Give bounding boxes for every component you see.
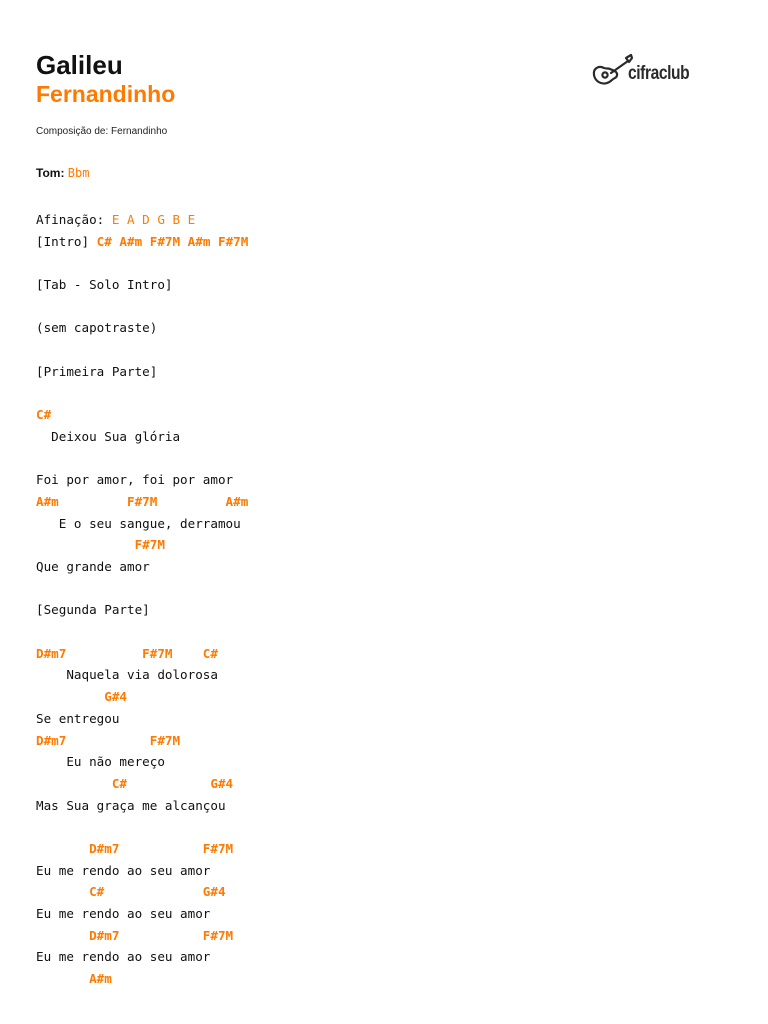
lyric-text: Eu me rendo ao seu amor [36, 906, 211, 921]
song-key [36, 166, 89, 180]
logo-text: cifraclub [628, 63, 690, 84]
chord-text[interactable]: A#m F#7M A#m [36, 493, 249, 509]
chord-line [36, 730, 248, 752]
lyric-line [36, 209, 248, 231]
lyric-line [36, 556, 248, 578]
lyric-text: [Segunda Parte] [36, 602, 150, 618]
lyric-line [36, 599, 248, 621]
chord-text[interactable]: C# A#m F#7M A#m F#7M [96, 233, 249, 249]
chord-line [36, 686, 248, 708]
lyric-line [36, 469, 248, 491]
lyric-line [36, 317, 248, 339]
song-title: Galileu [36, 50, 123, 80]
lyric-text: Mas Sua graça me alcançou [36, 797, 226, 813]
chord-text[interactable]: F#7M [36, 537, 165, 553]
blank-line [36, 383, 248, 405]
lyric-line [36, 860, 248, 882]
lyric-line [36, 361, 248, 383]
lyric-line [36, 903, 248, 925]
chord-text[interactable]: C# [36, 407, 52, 423]
chord-text[interactable]: C# G#4 [36, 775, 234, 791]
lyric-line [36, 664, 248, 686]
chord-line [36, 643, 248, 665]
lyric-line [36, 708, 248, 730]
lyric-text: [Primeira Parte] [36, 363, 158, 379]
tuning-value[interactable]: E A D G B E [111, 212, 196, 227]
chord-text[interactable]: C# G#4 [36, 884, 226, 900]
blank-line [36, 448, 248, 470]
lyric-text: [Intro] [36, 233, 97, 249]
key-label: Tom: [36, 166, 65, 180]
lyric-line [36, 426, 248, 448]
chord-line [36, 773, 248, 795]
blank-line [36, 816, 248, 838]
chord-line [36, 968, 248, 990]
lyric-line [36, 795, 248, 817]
artist-name[interactable]: Fernandinho [36, 81, 176, 107]
chord-line [36, 534, 248, 556]
blank-line [36, 578, 248, 600]
chord-line [36, 925, 248, 947]
blank-line [36, 296, 248, 318]
chord-text[interactable]: D#m7 F#7M [36, 927, 234, 943]
chord-line [36, 838, 248, 860]
lyric-line [36, 751, 248, 773]
lyric-line [36, 513, 248, 535]
chord-line [36, 881, 248, 903]
chord-text[interactable]: A#m [36, 971, 112, 987]
blank-line [36, 339, 248, 361]
lyric-text: Se entregou [36, 710, 120, 726]
lyric-text: Que grande amor [36, 559, 150, 574]
lyric-text: Afinação: [36, 212, 112, 227]
key-value[interactable]: Bbm [67, 166, 90, 180]
lyric-text: (sem capotraste) [36, 320, 158, 336]
cifraclub-logo[interactable] [590, 52, 702, 96]
lyric-line [36, 231, 248, 253]
song-header [36, 50, 175, 108]
chord-text[interactable]: G#4 [36, 689, 127, 705]
chord-line [36, 404, 248, 426]
chord-text[interactable]: D#m7 F#7M [36, 840, 234, 856]
composer-credit: Composição de: Fernandinho [36, 126, 168, 137]
lyric-line [36, 946, 248, 968]
chord-text[interactable]: D#m7 F#7M [36, 732, 181, 748]
lyric-text: E o seu sangue, derramou [36, 515, 241, 531]
lyric-line [36, 274, 248, 296]
lyric-text: Eu me rendo ao seu amor [36, 862, 211, 878]
chord-text[interactable]: D#m7 F#7M C# [36, 645, 218, 661]
lyric-text: Deixou Sua glória [36, 428, 181, 444]
lyric-text: Eu não mereço [36, 754, 165, 770]
lyric-text: [Tab - Solo Intro] [36, 277, 173, 293]
lyric-text: Foi por amor, foi por amor [36, 472, 234, 488]
chord-sheet [36, 209, 248, 990]
lyric-text: Naquela via dolorosa [36, 667, 218, 683]
blank-line [36, 252, 248, 274]
lyric-text: Eu me rendo ao seu amor [36, 949, 211, 965]
chord-line [36, 491, 248, 513]
blank-line [36, 621, 248, 643]
